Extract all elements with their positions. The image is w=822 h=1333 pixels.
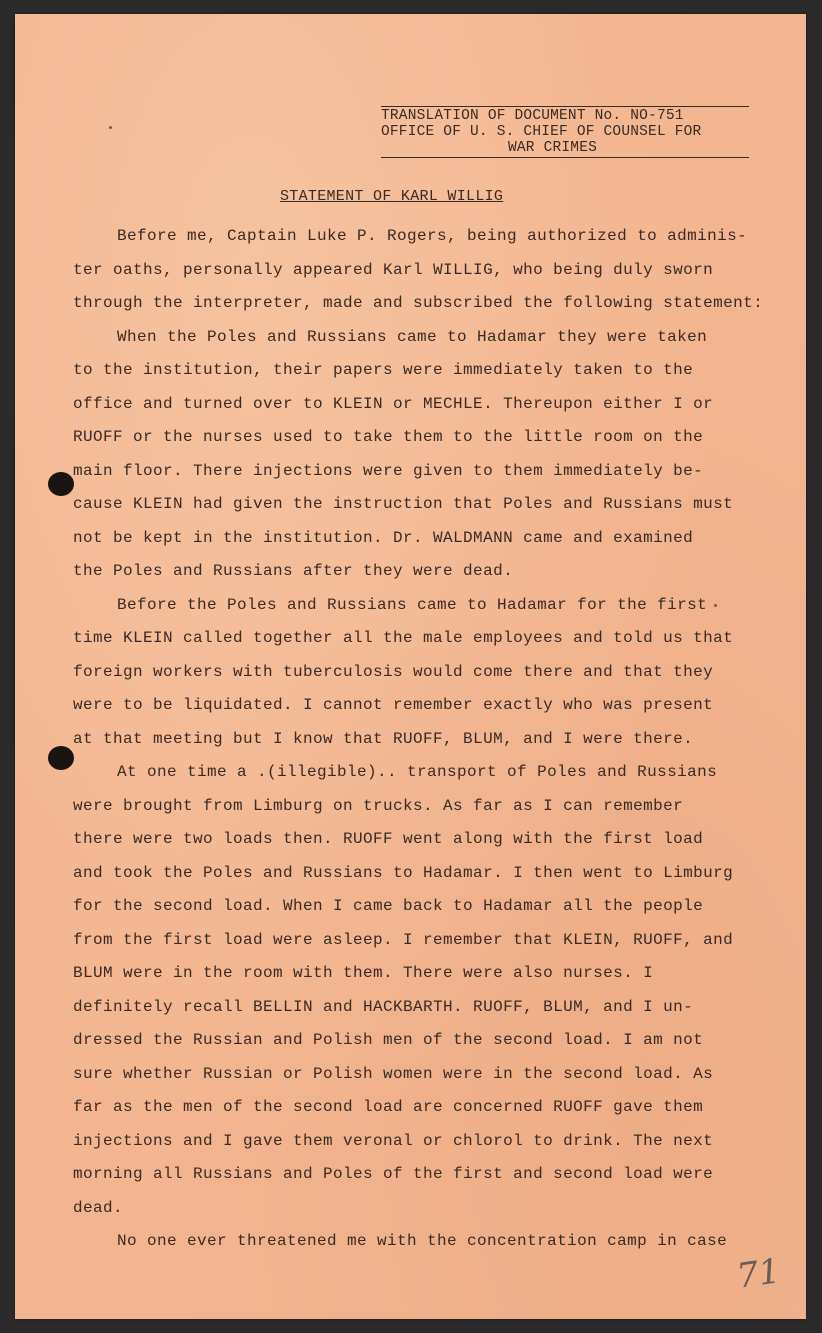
text-line: time KLEIN called together all the male employees and told us that [73, 629, 734, 647]
text-line: at that meeting but I know that RUOFF, BLUM, and I were there. [73, 729, 694, 748]
text-line: morning all Russians and Poles of the first and second load were [73, 1165, 714, 1183]
document-header [381, 106, 749, 158]
punch-hole [48, 746, 74, 770]
text-line: definitely recall BELLIN and HACKBARTH. RUOFF, BLUM, and I un- [73, 997, 694, 1016]
text-line: dressed the Russian and Polish men of the second load. I am not [73, 1031, 704, 1049]
statement-body [55, 220, 795, 1259]
handwritten-page-number: 71 [734, 1251, 783, 1297]
text-line: Before me, Captain Luke P. Rogers, being authorized to adminis- [117, 227, 748, 245]
text-line: the Poles and Russians after they were dead. [73, 562, 514, 580]
punch-hole [48, 472, 74, 496]
document-page [15, 14, 806, 1319]
header-line-1: TRANSLATION OF DOCUMENT No. NO-751 [381, 108, 684, 124]
text-line: BLUM were in the room with them. There were also nurses. I [73, 964, 654, 982]
text-line: Before the Poles and Russians came to Hadamar for the first [117, 595, 708, 614]
text-line: cause KLEIN had given the instruction that Poles and Russians must [73, 495, 734, 513]
text-line: not be kept in the institution. Dr. WALDMANN came and examined [73, 528, 694, 547]
text-line: dead. [73, 1198, 124, 1217]
text-line: office and turned over to KLEIN or MECHLE. Thereupon either I or [73, 394, 714, 413]
paper-speck [714, 604, 717, 607]
header-line-2: OFFICE OF U. S. CHIEF OF COUNSEL FOR [381, 124, 702, 140]
text-line: sure whether Russian or Polish women were in the second load. As [73, 1064, 714, 1083]
text-line: main floor. There injections were given to them immediately be- [73, 461, 704, 480]
text-line: At one time a .(illegible).. transport of Poles and Russians [117, 763, 718, 781]
text-line: for the second load. When I came back to Hadamar all the people [73, 897, 704, 915]
statement-title: STATEMENT OF KARL WILLIG [280, 188, 504, 205]
text-line: When the Poles and Russians came to Hadamar they were taken [117, 327, 708, 346]
text-line: through the interpreter, made and subscribed the following statement: [73, 294, 764, 312]
text-line: RUOFF or the nurses used to take them to the little room on the [73, 428, 704, 446]
header-line-3: WAR CRIMES [508, 140, 598, 156]
text-line: there were two loads then. RUOFF went along with the first load [73, 830, 704, 848]
text-line: far as the men of the second load are concerned RUOFF gave them [73, 1098, 704, 1116]
text-line: and took the Poles and Russians to Hadamar. I then went to Limburg [73, 863, 734, 882]
paper-speck [109, 126, 112, 129]
text-line: from the first load were asleep. I remember that KLEIN, RUOFF, and [73, 930, 734, 949]
text-line: to the institution, their papers were immediately taken to the [73, 361, 694, 379]
text-line: ter oaths, personally appeared Karl WILLIG, who being duly sworn [73, 260, 714, 279]
text-line: No one ever threatened me with the concentration camp in case [117, 1232, 728, 1250]
text-line: foreign workers with tuberculosis would come there and that they [73, 662, 714, 681]
text-line: were to be liquidated. I cannot remember exactly who was present [73, 696, 714, 714]
text-line: were brought from Limburg on trucks. As far as I can remember [73, 796, 684, 815]
text-line: injections and I gave them veronal or chlorol to drink. The next [73, 1131, 714, 1150]
